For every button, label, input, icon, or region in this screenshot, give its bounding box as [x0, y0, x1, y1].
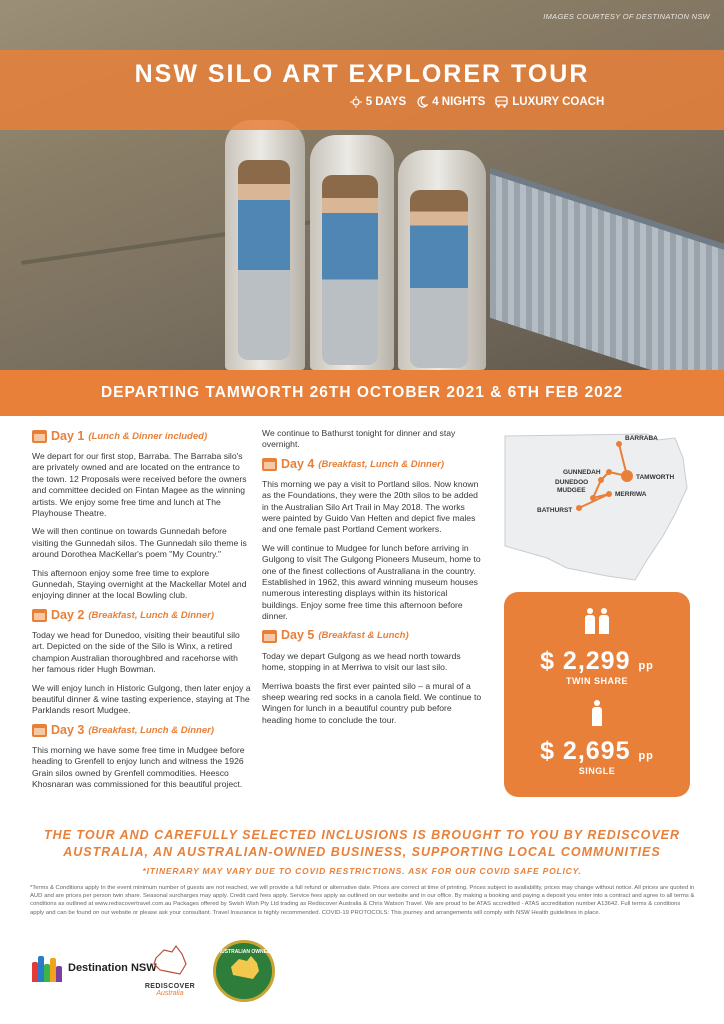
- mural-figure: [410, 190, 468, 368]
- single-icon: [504, 700, 690, 731]
- rediscover-logo: REDISCOVER Australia: [140, 944, 200, 997]
- town-label: TAMWORTH: [636, 474, 675, 481]
- meta-nights: 4 NIGHTS: [416, 96, 485, 108]
- meta-days: 5 DAYS: [350, 96, 407, 108]
- covid-note: *ITINERARY MAY VARY DUE TO COVID RESTRICTIONS. ASK FOR OUR COVID SAFE POLICY.: [142, 866, 582, 876]
- day-5-heading: Day 5 (Breakfast & Lunch): [262, 630, 484, 643]
- itinerary-column-1: [32, 428, 252, 797]
- day-1-text: We depart for our first stop, Barraba. The Barraba silo's are privately owned and are located on the entrance to the town. 12 Proposals were received before the owners and committee decided on Fintan Magee as the winning artists. We enjoy some free time and lunch at The Playhouse Theatre.: [32, 451, 247, 519]
- meta-coach: LUXURY COACH: [495, 96, 604, 108]
- town-label: GUNNEDAH: [563, 469, 601, 476]
- day-1-text: This afternoon enjoy some free time to explore Gunnedah, Staying overnight at the Mackellar Motel and enjoying dinner at the local Bowling club.: [32, 567, 247, 601]
- moon-icon: [416, 96, 428, 108]
- town-marker: [576, 505, 582, 511]
- day-3-text: This morning we have some free time in Mudgee before heading to Grenfell to enjoy lunch and witness the 1926 Grain silos owned by Grenfell commodities. Heesco Khosnaran was commissioned for this beautiful project.: [32, 744, 245, 789]
- tagline: THE TOUR AND CAREFULLY SELECTED INCLUSIONS IS BROUGHT TO YOU BY REDISCOVER AUSTRALIA, AN AUSTRALIAN-OWNED BUSINESS, SUPPORTING LOCAL COMMUNITIES: [43, 828, 681, 859]
- calendar-icon: [262, 630, 277, 643]
- town-label: BATHURST: [537, 507, 573, 514]
- grain-shed: [490, 168, 724, 370]
- image-credit: IMAGES COURTESY OF DESTINATION NSW: [543, 12, 710, 21]
- twin-label: TWIN SHARE: [566, 676, 628, 686]
- day-2-heading: Day 2 (Breakfast, Lunch & Dinner): [32, 609, 252, 622]
- day-2-text: Today we head for Dunedoo, visiting their beautiful silo art. Depicted on the side of the Silo is Winx, a retired champion Australian thoroughbred and racehorse with her famous rider Hugh Bowman.: [32, 629, 240, 675]
- town-marker: [606, 491, 612, 497]
- kangaroo-map-icon: [227, 955, 261, 981]
- twin-price: $ 2,299 pp: [540, 647, 654, 675]
- town-marker: [606, 469, 612, 475]
- logo-strip: [0, 940, 724, 1010]
- australian-owned-seal: AUSTRALIAN OWNED: [213, 940, 275, 1002]
- calendar-icon: [32, 430, 47, 443]
- destination-nsw-logo: Destination NSW: [32, 954, 157, 982]
- tour-meta: [0, 96, 724, 108]
- australia-map-icon: [150, 944, 190, 978]
- mural-figure: [322, 175, 378, 365]
- day-3-text: We continue to Bathurst tonight for dinner and stay overnight.: [262, 428, 456, 450]
- day-3-heading: Day 3 (Breakfast, Lunch & Dinner): [32, 724, 252, 737]
- single-label: SINGLE: [578, 766, 616, 776]
- pricing-box: [504, 592, 690, 797]
- town-label: MERRIWA: [615, 491, 647, 498]
- itinerary-column-2: [262, 428, 484, 733]
- town-label: BARRABA: [625, 435, 658, 442]
- town-marker: [598, 477, 604, 483]
- bus-icon: [495, 96, 508, 108]
- town-marker: [616, 441, 622, 447]
- day-4-text: We will continue to Mudgee for lunch before arriving in Gulgong to visit The Gulgong Pioneers Museum, home to one of the finest collections of Australiana in the country. Established in 1962, this award winning museum houses numerous interesting displays within its historical buildings. Enjoy some free time this afternoon before dinner.: [262, 542, 481, 622]
- departure-banner: DEPARTING TAMWORTH 26TH OCTOBER 2021 & 6TH FEB 2022: [0, 370, 724, 416]
- route-map: [497, 428, 693, 588]
- calendar-icon: [32, 724, 47, 737]
- town-label: MUDGEE: [557, 487, 586, 494]
- twin-icon: [504, 608, 690, 639]
- terms-fine-print: *Terms & Conditions apply In the event minimum number of guests are not reached, we will provide a full refund or alternative date. Prices are correct at time of printing. Prices subject to availability, prices may change without notice. All prices are quoted in AUD and are prices per person twin share. Seasonal surcharges may apply. Credit card fees apply. Service fees apply as outlined on our website and in our office. By making a booking and paying a deposit you enter into a contract and agree to all terms & conditions as outlined at www.rediscovertravel.com.au Packages offered by Swish Wish Pty Ltd trading as Rediscover Australia & Chris Watson Travel. We are proud to be ATAS accredited - ATAS accreditation number A13642. Full terms & conditions apply and can be found on our website or please ask your consultant. Travel Insurance is highly recommended. COVID-19 PROTOCOLS: This journey and arrangements will comply with NSW Health guidelines in place.: [30, 885, 695, 916]
- page-title: NSW SILO ART EXPLORER TOUR: [134, 60, 590, 88]
- waratah-mark: [32, 954, 62, 982]
- day-2-text: We will enjoy lunch in Historic Gulgong, then later enjoy a beautiful dinner & wine tasting experience, staying at The Parklands resort Mudgee.: [32, 682, 251, 716]
- day-4-heading: Day 4 (Breakfast, Lunch & Dinner): [262, 458, 484, 471]
- mural-figure: [238, 160, 290, 360]
- calendar-icon: [32, 609, 47, 622]
- day-1-heading: Day 1 (Lunch & Dinner included): [32, 430, 252, 443]
- single-price: $ 2,695 pp: [540, 737, 654, 765]
- day-5-text: Merriwa boasts the first ever painted silo – a mural of a sheep wearing red socks in a canola field. We continue to Wingen for lunch in a beautiful country pub before heading home to conclude the tour.: [262, 680, 482, 725]
- day-5-text: Today we depart Gulgong as we head north towards home, stopping in at Merriwa to visit our last silo.: [262, 650, 461, 673]
- calendar-icon: [262, 458, 277, 471]
- sun-icon: [350, 96, 362, 108]
- day-4-text: This morning we pay a visit to Portland silos. Now known as the Foundations, they were the 20th silos to be added in the Australian Silo Art Trail in May 2018. The works were painted by Guido Van Helten and depict five males and one female past Portland Cement workers.: [262, 478, 479, 535]
- town-marker: [621, 470, 633, 482]
- nsw-outline: [505, 434, 687, 580]
- day-1-text: We will then continue on towards Gunnedah before visiting the Gunnedah silos. The Gunnedah silo theme is around Dorothea MacKellar's poem "My Country.": [32, 526, 247, 560]
- town-label: DUNEDOO: [555, 479, 589, 486]
- town-marker: [590, 495, 596, 501]
